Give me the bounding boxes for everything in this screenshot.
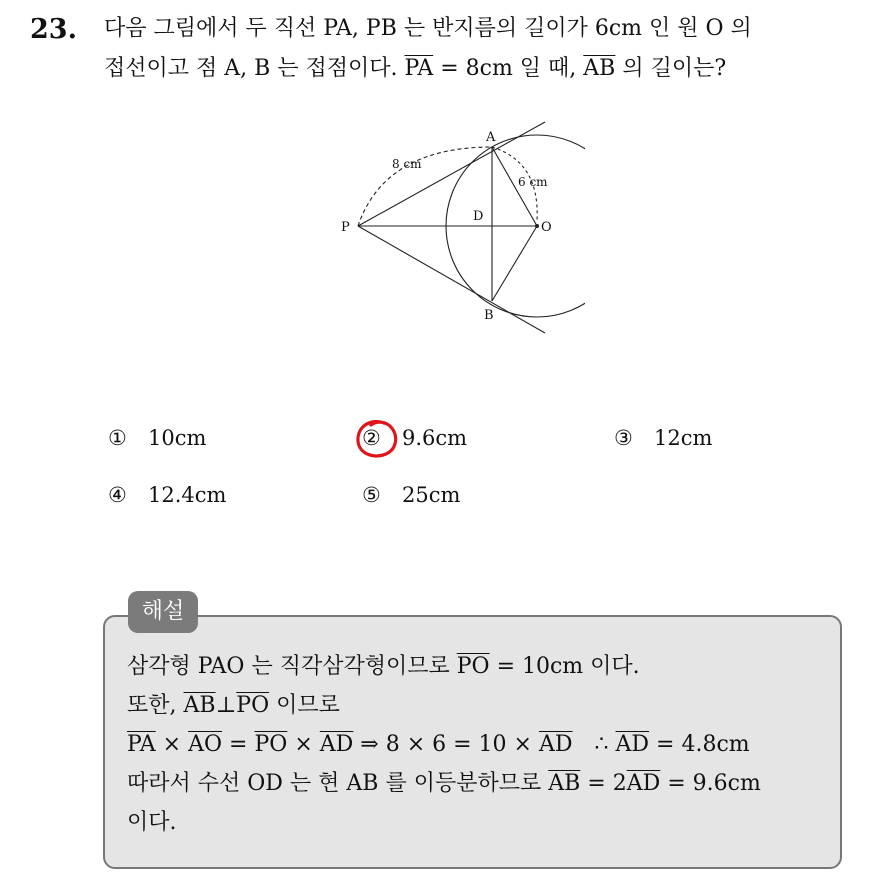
solution-line3-ao: $\overline{AO}$ xyxy=(188,732,223,757)
solution-line-5: 이다. xyxy=(127,810,177,835)
choice-1-number: ① xyxy=(108,426,127,450)
segment-ab: $\overline{AB}$ xyxy=(583,56,616,81)
solution-line3-po: $\overline{PO}$ xyxy=(254,732,288,757)
question-line2-post: 의 길이는? xyxy=(622,56,727,81)
solution-line3-end: = 4.8cm xyxy=(656,732,750,757)
question-number: 23. xyxy=(30,14,77,45)
tangent-line-pb xyxy=(358,226,545,333)
solution-line3-eq1: = xyxy=(229,732,248,757)
arc-dashed-pa xyxy=(358,147,492,226)
radius-ob xyxy=(492,226,537,301)
solution-line4-ad: $\overline{AD}$ xyxy=(626,771,661,796)
choice-2-label: 9.6cm xyxy=(402,426,468,450)
choice-5[interactable] xyxy=(362,481,460,509)
solution-line3-ad: $\overline{AD}$ xyxy=(319,732,354,757)
tangent-line-pa xyxy=(358,122,545,226)
geometry-diagram xyxy=(325,112,585,342)
label-d: D xyxy=(473,209,484,224)
solution-line3-mid: ⇒ 8 × 6 = 10 × xyxy=(360,732,532,757)
label-radius: 6 cm xyxy=(518,175,548,189)
solution-line3-ad2: $\overline{AD}$ xyxy=(538,732,573,757)
choice-3-number: ③ xyxy=(614,426,633,450)
solution-line-2 xyxy=(127,691,340,721)
choice-4-number: ④ xyxy=(108,483,127,507)
question-line2-eq: = 8cm 일 때, xyxy=(440,56,577,81)
label-p: P xyxy=(341,220,350,235)
label-a: A xyxy=(486,130,496,145)
solution-line3-pa: $\overline{PA}$ xyxy=(127,732,156,757)
solution-line2-po: $\overline{PO}$ xyxy=(236,693,270,718)
choice-4[interactable] xyxy=(108,481,226,509)
question-line2-pre: 접선이고 점 A, B 는 접점이다. xyxy=(104,56,398,81)
choice-1[interactable] xyxy=(108,424,206,452)
solution-line1-a: 삼각형 PAO 는 직각삼각형이므로 xyxy=(127,654,450,679)
solution-line3-x2: × xyxy=(294,732,313,757)
solution-line4-mid: = 2 xyxy=(587,771,627,796)
segment-pa: $\overline{PA}$ xyxy=(404,56,434,81)
choice-5-label: 25cm xyxy=(402,483,461,507)
solution-line3-ad3: $\overline{AD}$ xyxy=(615,732,650,757)
choice-2-number: ② xyxy=(362,426,381,450)
solution-line1-b: = 10cm 이다. xyxy=(496,654,640,679)
label-o: O xyxy=(541,220,552,235)
choice-1-label: 10cm xyxy=(148,426,207,450)
question-text-line-2 xyxy=(104,54,726,84)
solution-line2-a: 또한, xyxy=(127,693,177,718)
solution-line4-a: 따라서 수선 OD 는 현 AB 를 이등분하므로 xyxy=(127,771,542,796)
label-pa-length: 8 cm xyxy=(392,157,422,171)
choice-3[interactable] xyxy=(614,424,712,452)
solution-line4-end: = 9.6cm xyxy=(667,771,761,796)
choice-3-label: 12cm xyxy=(654,426,713,450)
answer-mark-circle xyxy=(354,417,402,461)
solution-line-4 xyxy=(127,769,761,799)
solution-tag: 해설 xyxy=(128,591,198,633)
solution-line2-b: 이므로 xyxy=(276,693,340,718)
solution-line-1 xyxy=(127,652,640,682)
solution-line2-perp: ⊥ xyxy=(215,693,237,718)
solution-line4-ab: $\overline{AB}$ xyxy=(548,771,581,796)
point-o xyxy=(535,224,539,228)
solution-line3-x1: × xyxy=(162,732,182,757)
solution-line3-therefore: ∴ xyxy=(594,732,609,757)
solution-line-3 xyxy=(127,730,750,760)
choice-4-label: 12.4cm xyxy=(148,483,227,507)
choice-5-number: ⑤ xyxy=(362,483,381,507)
question-text-line-1: 다음 그림에서 두 직선 PA, PB 는 반지름의 길이가 6cm 인 원 O 의 xyxy=(104,16,752,41)
solution-line1-po: $\overline{PO}$ xyxy=(456,654,490,679)
solution-line2-ab: $\overline{AB}$ xyxy=(183,693,216,718)
label-b: B xyxy=(484,308,494,323)
